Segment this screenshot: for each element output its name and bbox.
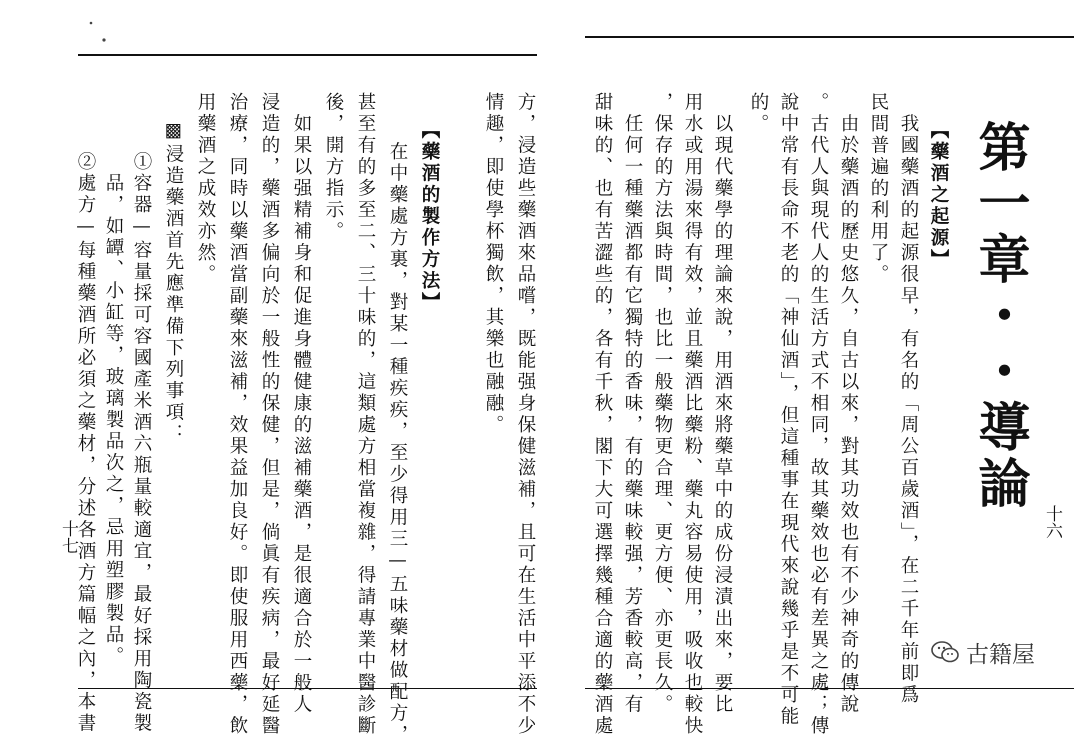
text-column: ①容器—容量採可容國產米酒六瓶量較適宜，最好採用陶瓷製 — [131, 130, 152, 735]
text-column: 民間普遍的利用了。 — [868, 92, 889, 286]
text-column: ，保存的方法與時間，也比一般藥物更合理、更方便、亦更長久。 — [652, 92, 673, 716]
text-column: 後，開方指示。 — [323, 92, 344, 243]
text-column: 以現代藥學的理論來說，用酒來將藥草中的成份浸漬出來，要比 — [712, 92, 733, 716]
section-heading: 【藥酒之起源】 — [928, 120, 949, 271]
text-column: ②處方—每種藥酒所必須之藥材，分述各酒方篇幅之內，本書 — [75, 130, 96, 735]
text-column: 用水或用湯來得有效，並且藥酒比藥粉、藥丸容易使用，吸收也較快 — [682, 92, 703, 737]
top-rule — [78, 54, 537, 56]
watermark — [930, 632, 1060, 672]
text-column: 說中常有長命不老的「神仙酒」，但這種事在現代來說幾乎是不可能 — [778, 92, 799, 728]
text-column: 用藥酒之成效亦然。 — [195, 92, 216, 286]
text-column: 甜味的、也有苦澀些的，各有千秋，閣下大可選擇幾種合適的藥酒處 — [592, 92, 613, 737]
watermark-text: 古籍屋 — [966, 641, 1035, 668]
speck-marks — [86, 18, 116, 48]
text-column: 品，如罈、小缸等，玻璃製品次之，忌用塑膠製品。 — [103, 130, 124, 668]
text-column: 方，浸造些藥酒來品嚐，既能强身保健滋補，且可在生活中平添不少 — [515, 92, 536, 737]
page-number: 十七 — [58, 520, 78, 554]
chapter-title: 第一章・・導論 — [969, 120, 1030, 512]
text-column: 在中藥處方裏，對某一種疾疾，至少得用三—五味藥材做配方， — [387, 120, 408, 746]
text-column: 如果以强精補身和促進身體健康的滋補藥酒，是很適合於一般人 — [291, 92, 312, 716]
text-column: 。古代人與現代人的生活方式不相同，故其藥效也必有差異之處；傳 — [808, 92, 829, 737]
text-column: 情趣，即使學杯獨飲，其樂也融融。 — [483, 92, 504, 436]
text-column: 治療，同時以藥酒當副藥來滋補，效果益加良好。即使服用西藥，飲 — [227, 92, 248, 737]
text-column: 任何一種藥酒都有它獨特的香味，有的藥味較强，芳香較高，有 — [622, 92, 643, 716]
text-column: 我國藥酒的起源很早，有名的「周公百歲酒」，在二千年前即爲 — [898, 92, 919, 707]
text-column: 浸造的，藥酒多偏向於一般性的保健，但是，倘眞有疾病，最好延醫 — [259, 92, 280, 737]
text-column: ▩浸造藥酒首先應準備下列事項： — [163, 120, 184, 445]
wechat-icon — [930, 639, 960, 665]
page-number: 十六 — [1042, 505, 1062, 539]
top-rule — [585, 36, 1074, 38]
right-page — [537, 0, 1074, 737]
text-column: 由於藥酒的歷史悠久，自古以來，對其功效也有不少神奇的傳說 — [838, 92, 859, 716]
text-column: 甚至有的多至二、三十味的，這類處方相當複雜，得請專業中醫診斷 — [355, 92, 376, 737]
text-column: 的。 — [748, 92, 769, 135]
section-heading: 【藥酒的製作方法】 — [419, 120, 440, 314]
